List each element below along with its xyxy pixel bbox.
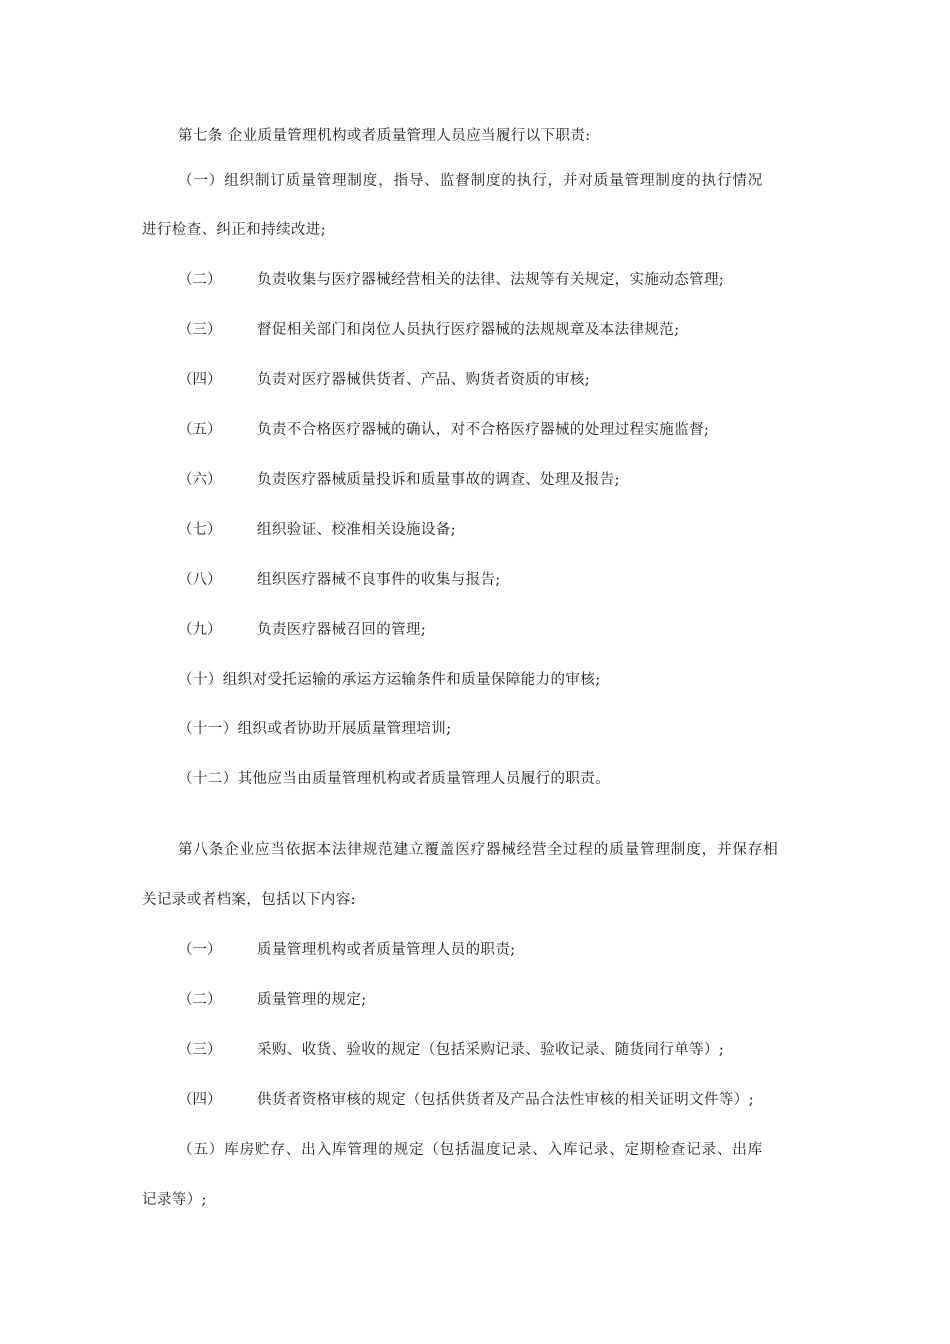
list-text: 负责对医疗器械供货者、产品、购货者资质的审核; bbox=[257, 372, 591, 388]
article7-item11: （十一）组织或者协助开展质量管理培训; bbox=[178, 721, 452, 737]
list-text: 督促相关部门和岗位人员执行医疗器械的法规规章及本法律规范; bbox=[257, 322, 680, 338]
list-text: 组织验证、校准相关设施设备; bbox=[257, 522, 456, 538]
list-text: 负责不合格医疗器械的确认，对不合格医疗器械的处理过程实施监督; bbox=[257, 422, 710, 438]
list-text: 质量管理机构或者质量管理人员的职责; bbox=[257, 942, 516, 958]
list-marker: （三） bbox=[178, 322, 222, 338]
article7-item1-line2: 进行检查、纠正和持续改进; bbox=[142, 222, 327, 238]
list-text: 负责医疗器械召回的管理; bbox=[257, 622, 427, 638]
article7-item1-line1: （一）组织制订质量管理制度，指导、监督制度的执行，并对质量管理制度的执行情况 bbox=[178, 173, 764, 189]
list-marker: （二） bbox=[178, 992, 222, 1008]
list-marker: （四） bbox=[178, 372, 222, 388]
list-text: 负责医疗器械质量投诉和质量事故的调查、处理及报告; bbox=[257, 472, 620, 488]
list-marker: （四） bbox=[178, 1092, 222, 1108]
article7-heading: 第七条 企业质量管理机构或者质量管理人员应当履行以下职责: bbox=[178, 128, 591, 144]
list-marker: （七） bbox=[178, 522, 222, 538]
article8-item5-line1: （五）库房贮存、出入库管理的规定（包括温度记录、入库记录、定期检查记录、出库 bbox=[178, 1142, 764, 1158]
list-marker: （九） bbox=[178, 622, 222, 638]
article7-item10: （十）组织对受托运输的承运方运输条件和质量保障能力的审核; bbox=[178, 672, 601, 688]
list-text: 采购、收货、验收的规定（包括采购记录、验收记录、随货同行单等）; bbox=[257, 1042, 725, 1058]
article8-heading-line2: 关记录或者档案，包括以下内容: bbox=[142, 892, 356, 908]
list-text: 供货者资格审核的规定（包括供货者及产品合法性审核的相关证明文件等）; bbox=[257, 1092, 754, 1108]
list-text: 组织医疗器械不良事件的收集与报告; bbox=[257, 572, 501, 588]
list-marker: （三） bbox=[178, 1042, 222, 1058]
list-marker: （六） bbox=[178, 472, 222, 488]
article8-item5-line2: 记录等）; bbox=[142, 1192, 207, 1208]
list-text: 负责收集与医疗器械经营相关的法律、法规等有关规定，实施动态管理; bbox=[257, 272, 725, 288]
list-marker: （一） bbox=[178, 942, 222, 958]
article7-item12: （十二）其他应当由质量管理机构或者质量管理人员履行的职责。 bbox=[178, 771, 611, 787]
list-marker: （八） bbox=[178, 572, 222, 588]
article8-heading-line1: 第八条企业应当依据本法律规范建立覆盖医疗器械经营全过程的质量管理制度，并保存相 bbox=[178, 842, 779, 858]
list-marker: （五） bbox=[178, 422, 222, 438]
list-text: 质量管理的规定; bbox=[257, 992, 367, 1008]
list-marker: （二） bbox=[178, 272, 222, 288]
